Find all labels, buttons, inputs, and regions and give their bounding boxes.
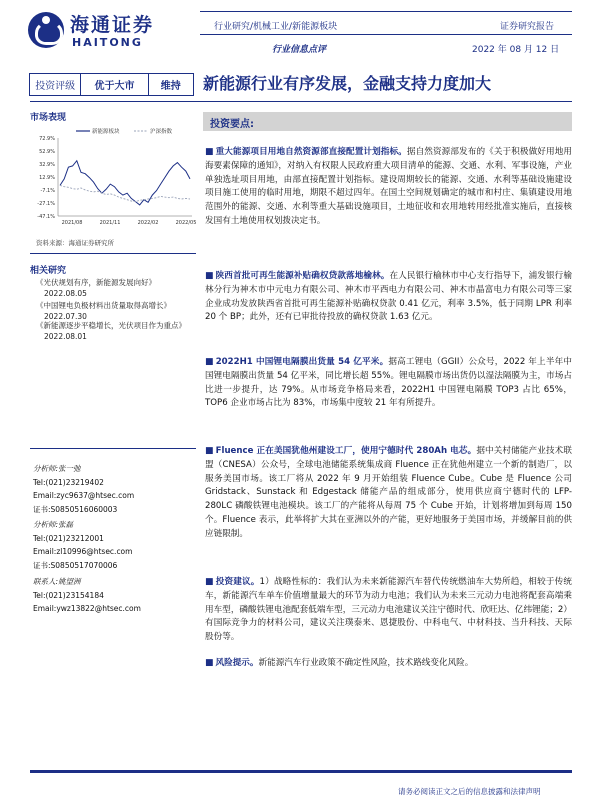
point-paragraph [205, 146, 572, 229]
haitong-logo [28, 10, 178, 52]
bullet-icon: ■ [205, 147, 214, 157]
analyst-tel: Tel:(021)23212001 [33, 533, 104, 543]
market-performance-chart [30, 124, 196, 231]
left-divider [30, 448, 196, 449]
bullet-icon: ■ [205, 658, 214, 668]
left-divider [30, 253, 196, 254]
related-item[interactable] [36, 300, 196, 322]
point-body: 据自然资源部发布的《关于积极做好用地用海要素保障的通知》，对纳入有权限人民政府重大项目清单的能源、交通、水利、军事设施，产业单独选址项目用地，由部直接配置计划指标。建设周期较长的能源、交通、水利等基础设施建设项目施工使用的临时用地，期限不超过四年。在国土空间规划确定的城市和村庄、集镇建设用地范围外的能源、交通、水利等重大基础设施项目，土地征收和农用地转用经批准实施后，直接核发国有土地使用权划拨决定书。 [205, 147, 572, 226]
logo-text-cn: 海通证券 [70, 14, 155, 36]
related-item-date: 2022.08.01 [44, 332, 87, 341]
point-paragraph [205, 445, 572, 542]
series-line-sector [60, 161, 190, 205]
point-paragraph [205, 576, 572, 645]
analyst-name: 分析师:张一弛 [33, 464, 81, 473]
related-item-title[interactable]: 《中国锂电负极材料出货量取得高增长》 [36, 301, 171, 310]
related-item[interactable] [36, 277, 196, 299]
point-body: 在人民银行榆林市中心支行指导下，浦发银行榆林分行为神木市中元电力有限公司、神木市平西电力有限公司、神木市晶富电力有限公司等三家企业成功发放陕西省首批可再生能源补贴确权贷款 0.41 亿元，利率 3.5%，低于同期 LPR 利率 20 个 BP；此外，还有已审批待投放的确权贷款 1.63 亿元。 [205, 271, 572, 323]
point-lead: 投资建议。 [215, 577, 260, 587]
point-lead: 风险提示。 [215, 658, 259, 668]
point-paragraph [205, 270, 572, 325]
legend-label-index: 沪深指数 [150, 129, 173, 135]
related-item-date: 2022.07.30 [44, 312, 87, 321]
report-categories: 行业研究/机械工业/新能源板块 [214, 22, 338, 32]
x-tick-label: 2021/08 [61, 220, 83, 226]
header-rule-top [200, 11, 572, 12]
analyst-email[interactable]: Email:zyc9637@htsec.com [33, 491, 135, 500]
analyst-tel: Tel:(021)23154184 [33, 590, 104, 600]
legend-label-sector: 新能源板块 [92, 129, 120, 135]
related-item-date: 2022.08.05 [44, 289, 87, 298]
bullet-icon: ■ [205, 577, 214, 587]
analyst-cert: 证书:S0850517070006 [33, 560, 118, 570]
bullet-icon: ■ [205, 446, 214, 456]
point-body: 新能源汽车行业政策不确定性风险，技术路线变化风险。 [258, 658, 474, 668]
point-lead: 陕西首批可再生能源补贴确权贷款落地榆林。 [215, 271, 390, 281]
logo-text-en: HAITONG [72, 36, 143, 49]
analyst-card [33, 518, 193, 572]
bullet-icon: ■ [205, 357, 214, 367]
y-tick-label: 72.9% [39, 136, 55, 142]
y-tick-label: 32.9% [39, 162, 55, 168]
y-tick-label: -7.1% [40, 188, 55, 194]
analyst-tel: Tel:(021)23219402 [33, 477, 104, 487]
analyst-card [33, 575, 193, 616]
analyst-email[interactable]: Email:ywz13822@htsec.com [33, 604, 141, 613]
investment-points-title: 投资要点: [210, 119, 254, 130]
point-body: 据高工锂电（GGII）公众号，2022 年上半年中国锂电隔膜出货量 54 亿平米，同比增长超 55%。锂电隔膜市场出货仍以湿法隔膜为主，市场占比进一步提升，达 79%。从市场竞争格局来看，2022H1 中国锂电隔膜 TOP3 占比 65%，TOP6 企业市场占比为 83%，市场集中度较 21 年有所提升。 [205, 357, 572, 409]
analyst-email[interactable]: Email:zl10996@htsec.com [33, 547, 133, 556]
x-tick-label: 2022/05 [175, 220, 196, 226]
related-item-title[interactable]: 《新能源逐步平稳增长，光伏项目作为重点》 [36, 321, 186, 330]
footer-disclaimer: 请务必阅读正文之后的信息披露和法律声明 [398, 787, 541, 796]
x-tick-label: 2021/11 [99, 220, 121, 226]
report-date: 2022 年 08 月 12 日 [472, 45, 560, 55]
title-rule [30, 101, 572, 102]
rating-change: 维持 [160, 81, 181, 92]
series-line-index [60, 185, 190, 201]
bullet-icon: ■ [205, 271, 214, 281]
related-item[interactable] [36, 320, 196, 342]
report-type: 行业信息点评 [272, 45, 327, 55]
footer-rule [30, 770, 572, 773]
analyst-card [33, 462, 193, 516]
document-title: 新能源行业有序发展，金融支持力度加大 [203, 74, 492, 93]
chart-axes [58, 138, 192, 216]
page-header [0, 0, 600, 62]
y-tick-label: -47.1% [37, 214, 55, 220]
rating-value: 优于大市 [81, 74, 148, 95]
y-tick-label: 12.9% [39, 175, 55, 181]
x-tick-label: 2022/02 [137, 220, 159, 226]
report-label: 证券研究报告 [500, 22, 555, 32]
rating-box [29, 73, 194, 96]
point-lead: 2022H1 中国锂电隔膜出货量 54 亿平米。 [215, 357, 389, 367]
point-lead: Fluence 正在美国犹他州建设工厂，使用宁德时代 280Ah 电芯。 [215, 446, 477, 456]
rating-label: 投资评级 [30, 74, 81, 95]
header-rule-mid [200, 34, 572, 35]
point-lead: 重大能源项目用地自然资源部直接配置计划指标。 [215, 147, 407, 157]
investment-points-bar [203, 112, 572, 131]
point-paragraph [205, 356, 572, 411]
related-item-title[interactable]: 《光伏规划有序，新能源发展向好》 [36, 278, 156, 287]
analyst-cert: 证书:S0850516060003 [33, 504, 118, 514]
y-tick-label: -27.1% [37, 201, 55, 207]
market-performance-title: 市场表现 [30, 113, 67, 123]
point-body: 据中关村储能产业技术联盟（CNESA）公众号，全球电池储能系统集成商 Fluence 正在犹他州建立一个新的制造厂，以服务美国市场。该工厂将从 2022 年 9 月开始组装 Fluence Cube。Cube 是 Fluence 公司 Gridstack、Sunstack 和 Edgestack 储能产品的组成部分，使用供应商宁德时代的 LFP-280LC 磷酸铁锂电池模块。该工厂的产能将从每周 75 个 Cube 开始，计划将增加到每周 150 个。Fluence 表示，此举将扩大其在亚洲以外的产能，更好地服务于美国市场，并缓解目前的供应链限制。 [205, 446, 572, 539]
point-body: 1）战略性标的：我们认为未来新能源汽车替代传统燃油车大势所趋，相较于传统车，新能源汽车单车价值增量最大的环节为动力电池；我们认为未来三元动力电池将配套高端乘用车型，磷酸铁锂电池配套低端车型，三元动力电池建议关注宁德时代、欣旺达、亿纬锂能；2）有国际竞争力的材料公司，建议关注璞泰来、恩捷股份、中科电气、中材科技、当升科技、天际股份等。 [205, 577, 572, 643]
chart-source: 资料来源：海通证券研究所 [36, 239, 114, 247]
y-tick-label: 52.9% [39, 149, 55, 155]
analyst-name: 联系人:姚望洲 [33, 577, 81, 586]
haitong-logo-icon [28, 12, 64, 48]
analyst-name: 分析师:张磊 [33, 520, 74, 529]
related-research-title: 相关研究 [30, 266, 67, 276]
point-paragraph [205, 657, 572, 671]
